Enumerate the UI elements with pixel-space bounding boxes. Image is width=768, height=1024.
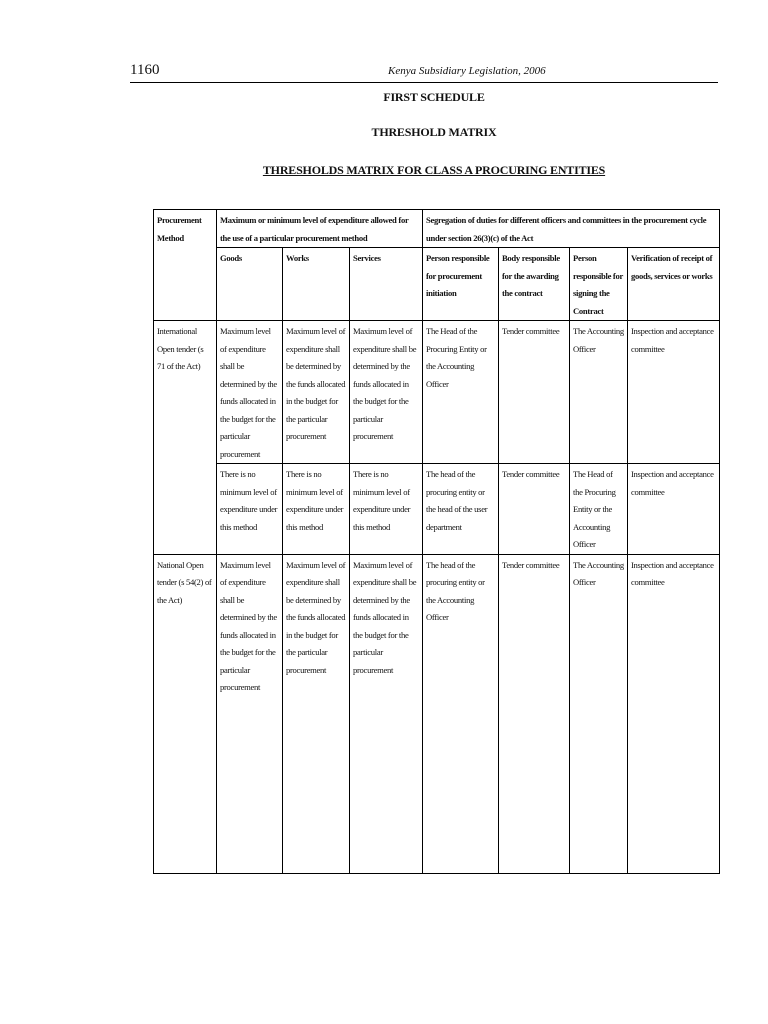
threshold-matrix-table xyxy=(153,209,720,874)
cell-awarding: Tender committee xyxy=(499,321,570,464)
cell-services: Maximum level of expenditure shall be determined by the funds allocated in the budget for the particular procurement xyxy=(350,321,423,464)
table-row xyxy=(154,554,720,874)
cell-goods: Maximum level of expenditure shall be determined by the funds allocated in the budget for the particular procurement xyxy=(217,554,283,874)
cell-goods: Maximum level of expenditure shall be determined by the funds allocated in the budget for the particular procurement xyxy=(217,321,283,464)
cell-verification: Inspection and acceptance committee xyxy=(628,464,720,555)
cell-verification: Inspection and acceptance committee xyxy=(628,321,720,464)
cell-works: Maximum level of expenditure shall be determined by the funds allocated in the budget for the particular procurement xyxy=(283,554,350,874)
table-row xyxy=(154,321,720,464)
matrix-subtitle: THRESHOLDS MATRIX FOR CLASS A PROCURING ENTITIES xyxy=(262,163,606,177)
cell-awarding: Tender committee xyxy=(499,464,570,555)
header-expenditure: Maximum or minimum level of expenditure allowed for the use of a particular procurement method xyxy=(217,210,423,248)
cell-initiation: The head of the procuring entity or the Accounting Officer xyxy=(423,554,499,874)
cell-works: Maximum level of expenditure shall be determined by the funds allocated in the budget for the particular procurement xyxy=(283,321,350,464)
cell-awarding: Tender committee xyxy=(499,554,570,874)
cell-signing: The Head of the Procuring Entity or the Accounting Officer xyxy=(570,464,628,555)
subheader-verification: Verification of receipt of goods, services or works xyxy=(628,248,720,321)
header-rule xyxy=(130,82,718,83)
running-title: Kenya Subsidiary Legislation, 2006 xyxy=(388,65,546,77)
matrix-title: THRESHOLD MATRIX xyxy=(371,125,497,139)
cell-initiation: The head of the procuring entity or the head of the user department xyxy=(423,464,499,555)
cell-initiation: The Head of the Procuring Entity or the Accounting Officer xyxy=(423,321,499,464)
subheader-awarding: Body responsible for the awarding the contract xyxy=(499,248,570,321)
subheader-services: Services xyxy=(350,248,423,321)
cell-method: National Open tender (s 54(2) of the Act) xyxy=(154,554,217,874)
table-row xyxy=(154,464,720,555)
subheader-signing: Person responsible for signing the Contract xyxy=(570,248,628,321)
subheader-initiation: Person responsible for procurement initiation xyxy=(423,248,499,321)
subheader-goods: Goods xyxy=(217,248,283,321)
cell-services: There is no minimum level of expenditure under this method xyxy=(350,464,423,555)
cell-method: International Open tender (s 71 of the Act) xyxy=(154,321,217,555)
page-number: 1160 xyxy=(130,62,160,78)
header-method: Procurement Method xyxy=(154,210,217,321)
cell-signing: The Accounting Officer xyxy=(570,321,628,464)
table-header-row xyxy=(154,210,720,248)
schedule-title: FIRST SCHEDULE xyxy=(383,90,485,104)
cell-signing: The Accounting Officer xyxy=(570,554,628,874)
cell-works: There is no minimum level of expenditure under this method xyxy=(283,464,350,555)
cell-services: Maximum level of expenditure shall be determined by the funds allocated in the budget for the particular procurement xyxy=(350,554,423,874)
header-segregation: Segregation of duties for different officers and committees in the procurement cycle under section 26(3)(c) of the Act xyxy=(423,210,720,248)
table-subheader-row xyxy=(154,248,720,321)
cell-verification: Inspection and acceptance committee xyxy=(628,554,720,874)
subheader-works: Works xyxy=(283,248,350,321)
cell-goods: There is no minimum level of expenditure under this method xyxy=(217,464,283,555)
